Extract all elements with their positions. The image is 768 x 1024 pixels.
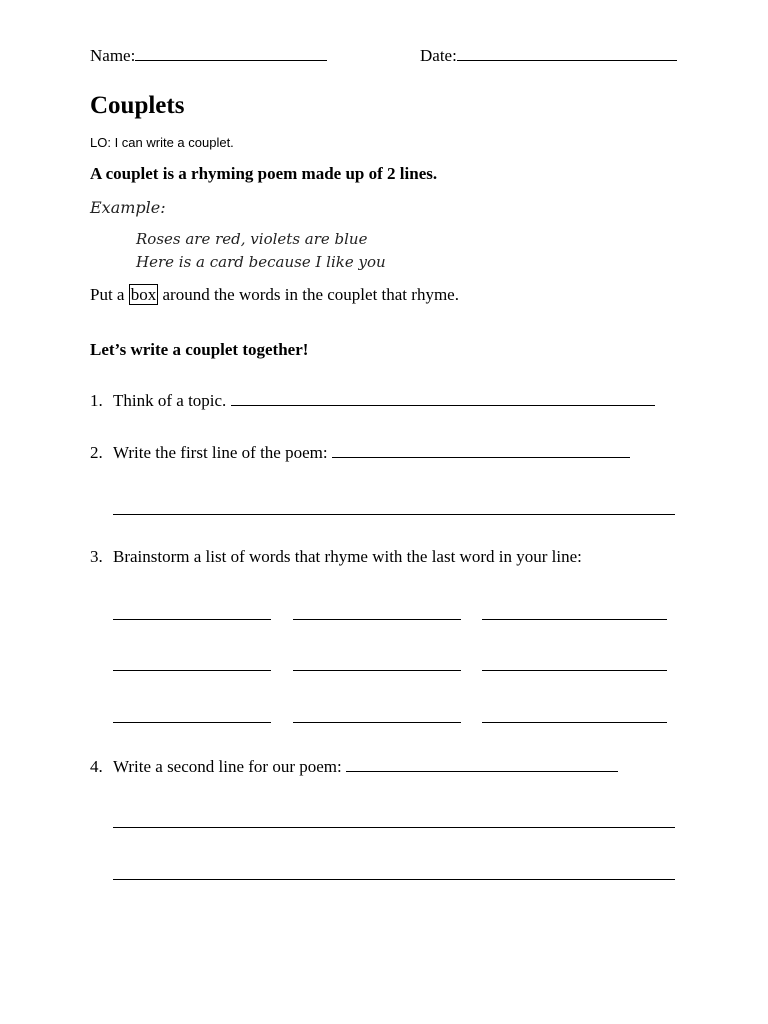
question-4-number: 4. xyxy=(90,757,103,776)
question-1-text: Think of a topic. xyxy=(113,391,231,410)
couplet-definition: A couplet is a rhyming poem made up of 2 lines. xyxy=(90,164,438,183)
rhyme-word-blank[interactable] xyxy=(293,670,461,671)
name-blank[interactable] xyxy=(135,46,327,61)
date-blank[interactable] xyxy=(457,46,677,61)
second-line-blank[interactable] xyxy=(346,757,618,772)
page-title: Couplets xyxy=(90,92,185,119)
instruction-after: around the words in the couplet that rhyme. xyxy=(158,285,459,304)
question-4 xyxy=(90,757,618,777)
name-label: Name: xyxy=(90,46,136,65)
instruction-before: Put a xyxy=(90,285,129,304)
question-3-number: 3. xyxy=(90,547,103,566)
question-2 xyxy=(90,443,630,463)
name-field xyxy=(90,46,327,66)
question-3 xyxy=(90,547,582,567)
question-2-number: 2. xyxy=(90,443,103,462)
question-4-text: Write a second line for our poem: xyxy=(113,757,346,776)
poem-line-2: Here is a card because I like you xyxy=(136,253,386,271)
second-line-continuation-blank[interactable] xyxy=(113,827,675,828)
section-heading: Let’s write a couplet together! xyxy=(90,340,309,359)
second-line-extra-blank[interactable] xyxy=(113,879,675,880)
question-2-text: Write the first line of the poem: xyxy=(113,443,332,462)
boxed-word: box xyxy=(130,285,157,304)
question-3-text: Brainstorm a list of words that rhyme with the last word in your line: xyxy=(113,547,582,566)
rhyme-word-blank[interactable] xyxy=(293,722,461,723)
question-1-number: 1. xyxy=(90,391,103,410)
date-field xyxy=(420,46,677,66)
first-line-continuation-blank[interactable] xyxy=(113,514,675,515)
example-label: Example: xyxy=(90,198,166,217)
rhyme-word-blank[interactable] xyxy=(482,619,667,620)
first-line-blank[interactable] xyxy=(332,443,630,458)
topic-blank[interactable] xyxy=(231,391,655,406)
rhyme-word-blank[interactable] xyxy=(113,619,271,620)
question-1 xyxy=(90,391,655,411)
rhyme-word-blank[interactable] xyxy=(293,619,461,620)
learning-objective: LO: I can write a couplet. xyxy=(90,135,234,150)
poem-line-1: Roses are red, violets are blue xyxy=(136,230,368,248)
rhyme-instruction xyxy=(90,285,459,305)
rhyme-word-blank[interactable] xyxy=(113,670,271,671)
rhyme-word-blank[interactable] xyxy=(113,722,271,723)
rhyme-word-blank[interactable] xyxy=(482,722,667,723)
date-label: Date: xyxy=(420,46,457,65)
rhyme-word-blank[interactable] xyxy=(482,670,667,671)
